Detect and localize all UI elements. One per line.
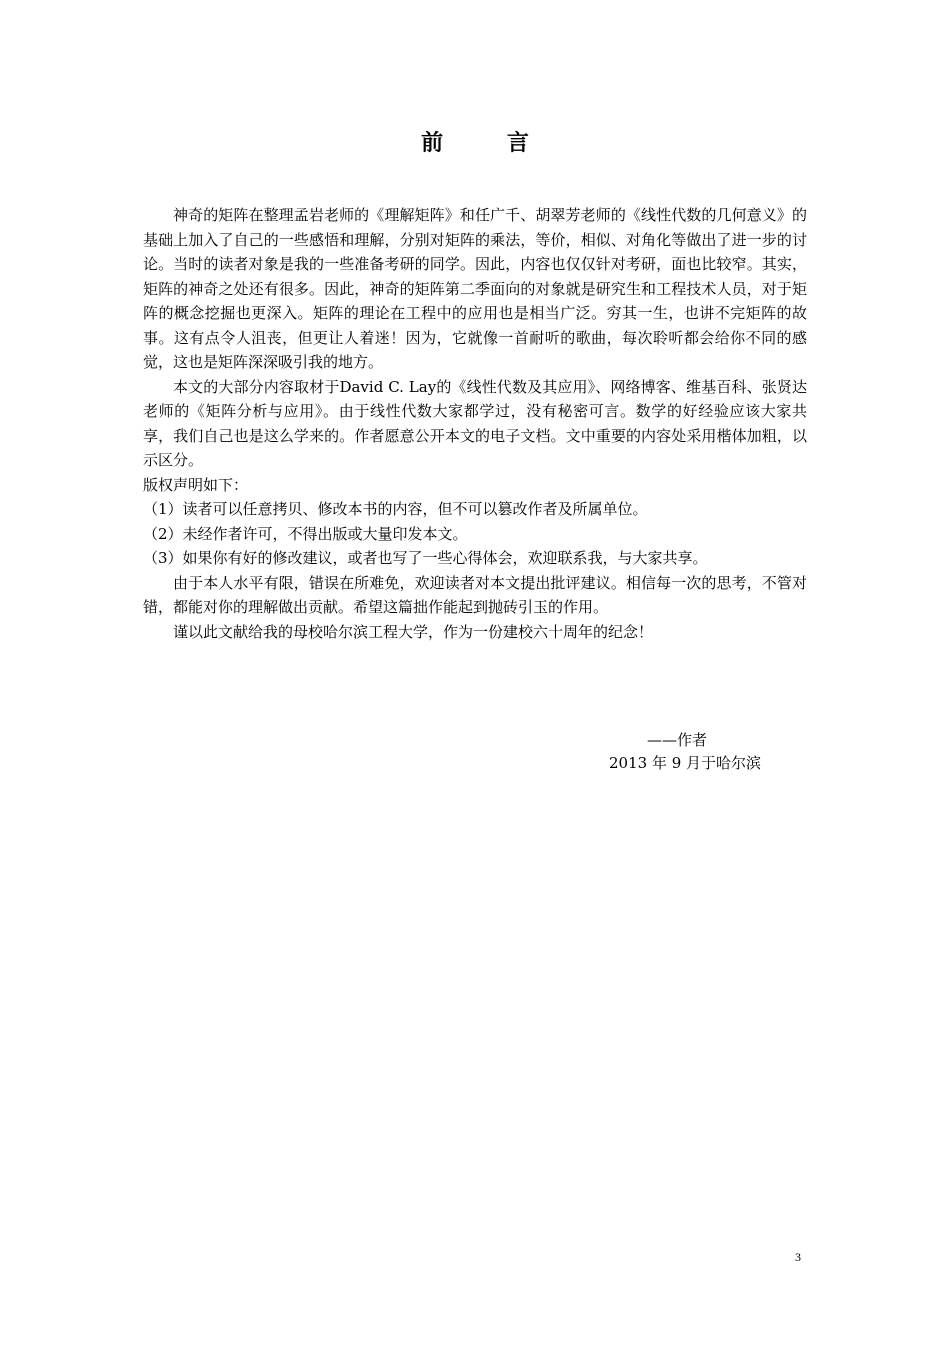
copyright-heading: 版权声明如下： — [143, 475, 249, 494]
copyright-item-3: （3）如果你有好的修改建议，或者也写了一些心得体会，欢迎联系我，与大家共享。 — [143, 549, 708, 567]
preface-paragraph-1: 神奇的矩阵在整理孟岩老师的《理解矩阵》和任广千、胡翠芳老师的《线性代数的几何意义》的基础上加入了自己的一些感悟和理解，分别对矩阵的乘法，等价，相似、对角化等做出了进一步的讨论。当时的读者对象是我的一些准备考研的同学。因此，内容也仅仅针对考研，面也比较窄。其实，矩阵的神奇之处还有很多。因此，神奇的矩阵第二季面向的对象就是研究生和工程技术人员，对于矩阵的概念挖掘也更深入。矩阵的理论在工程中的应用也是相当广泛。穷其一生，也讲不完矩阵的故事。这有点令人沮丧，但更让人着迷！因为，它就像一首耐听的歌曲，每次聆听都会给你不同的感觉，这也是矩阵深深吸引我的地方。 — [143, 206, 807, 371]
page-title: 前 言 — [421, 130, 557, 156]
dedication-paragraph: 谨以此文献给我的母校哈尔滨工程大学，作为一份建校六十周年的纪念！ — [173, 622, 654, 641]
preface-paragraph-2: 本文的大部分内容取材于David C. Lay的《线性代数及其应用》、网络博客、维基百科、张贤达老师的《矩阵分析与应用》。由于线性代数大家都学过，没有秘密可言。数学的好经验应该大家共享，我们自己也是这么学来的。作者愿意公开本文的电子文档。文中重要的内容处采用楷体加粗，以示区分。 — [143, 377, 807, 469]
copyright-item-2: （2）未经作者许可，不得出版或大量印发本文。 — [143, 524, 468, 543]
closing-paragraph-1: 由于本人水平有限，错误在所难免，欢迎读者对本文提出批评建议。相信每一次的思考，不管对错，都能对你的理解做出贡献。希望这篇拙作能起到抛砖引玉的作用。 — [143, 573, 807, 616]
signature-author: ——作者 — [647, 731, 708, 749]
page-number: 3 — [795, 1250, 801, 1264]
signature-date: 2013 年 9 月于哈尔滨 — [609, 754, 762, 772]
preface-body — [143, 203, 807, 644]
copyright-item-1: （1）读者可以任意拷贝、修改本书的内容，但不可以篡改作者及所属单位。 — [143, 500, 648, 518]
